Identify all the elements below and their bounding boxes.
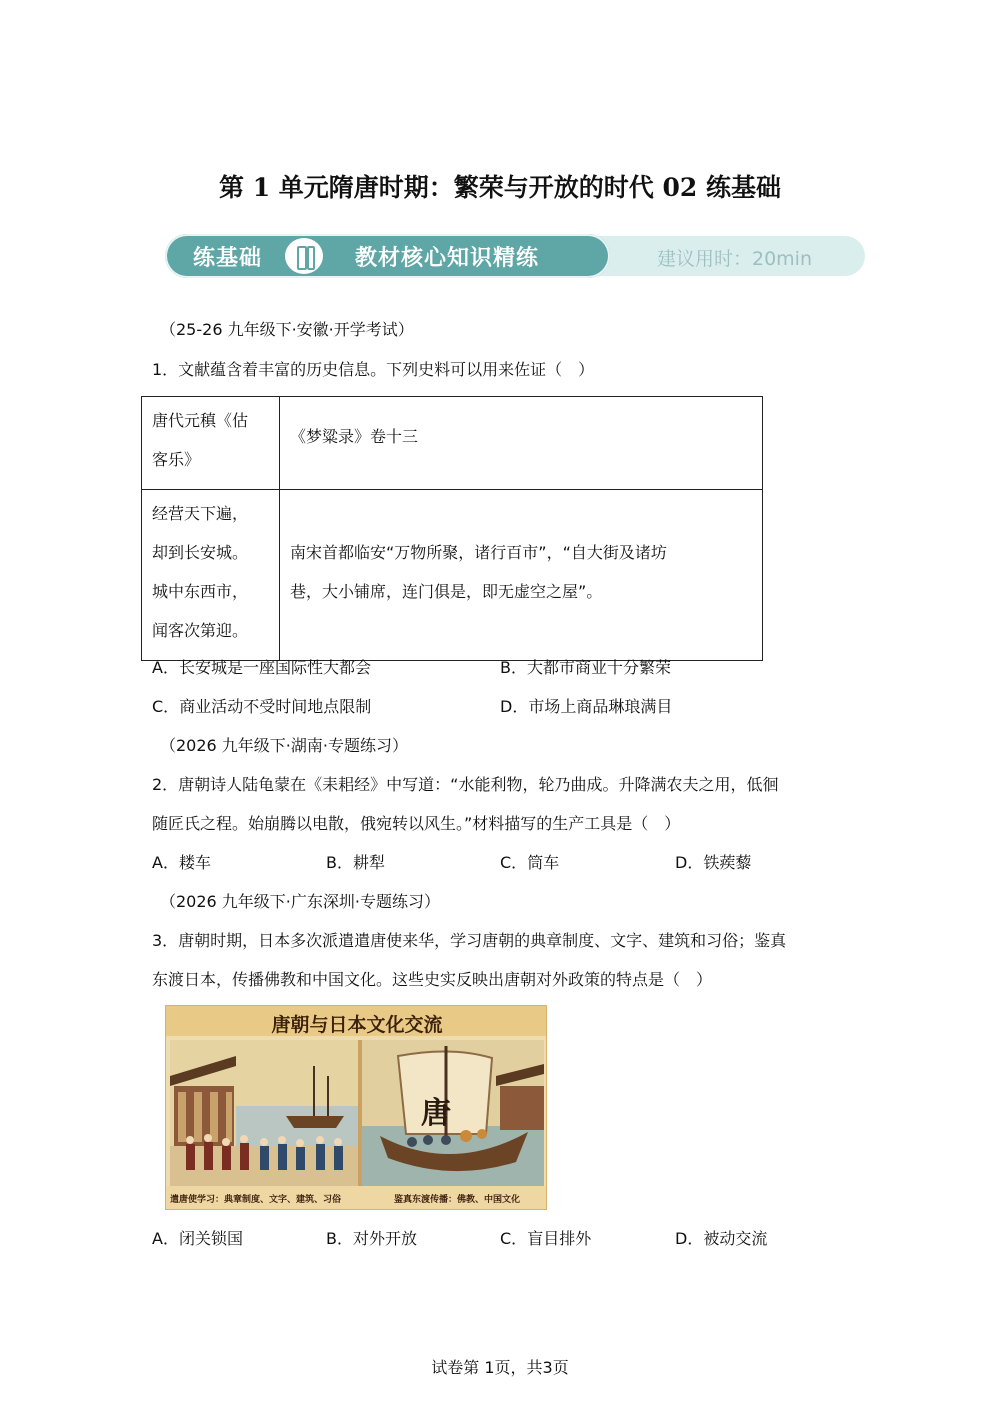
suggested-time-label: 建议用时：20min — [657, 248, 813, 270]
page-title: 第 1 单元隋唐时期：繁荣与开放的时代 02 练基础 — [218, 173, 781, 202]
option-c[interactable]: C．商业活动不受时间地点限制 — [152, 697, 372, 716]
question-source: （2026 九年级下·湖南·专题练习） — [160, 736, 408, 755]
page-footer: 试卷第 1页，共3页 — [431, 1358, 569, 1377]
option-b[interactable]: B．对外开放 — [326, 1229, 417, 1248]
question-stem: 3．唐朝时期，日本多次派遣遣唐使来华，学习唐朝的典章制度、文字、建筑和习俗；鉴真 — [152, 931, 787, 950]
question-stem: 随匠氏之程。始崩腾以电散，俄宛转以风生。”材料描写的生产工具是（ ） — [152, 814, 681, 833]
table-cell-line: 南宋首都临安“万物所聚，诸行百市”，“自大街及诸坊 — [290, 543, 667, 562]
table-body-cell — [280, 490, 763, 661]
table-header-cell — [142, 397, 280, 490]
sail-character: 唐 — [421, 1096, 451, 1131]
option-b[interactable]: B．大都市商业十分繁荣 — [500, 658, 671, 677]
table-cell-line: 巷，大小铺席，连门俱是，即无虚空之屋”。 — [290, 582, 603, 601]
illustration-caption-left: 遣唐使学习：典章制度、文字、建筑、习俗 — [170, 1195, 342, 1205]
table-cell-line: 客乐》 — [152, 450, 201, 469]
option-a[interactable]: A．耧车 — [152, 853, 211, 872]
table-cell-line: 《梦粱录》卷十三 — [290, 427, 419, 446]
illustration-caption-right: 鉴真东渡传播：佛教、中国文化 — [394, 1195, 521, 1205]
question-source: （2026 九年级下·广东深圳·专题练习） — [160, 892, 440, 911]
option-d[interactable]: D．被动交流 — [675, 1229, 768, 1248]
book-icon — [283, 236, 325, 276]
table-row — [142, 490, 763, 661]
table-row — [142, 397, 763, 490]
illustration-tang-japan-exchange — [165, 1005, 547, 1210]
section-banner — [165, 234, 865, 278]
question-source: （25-26 九年级下·安徽·开学考试） — [160, 320, 414, 339]
option-c[interactable]: C．筒车 — [500, 853, 560, 872]
table-cell-line: 唐代元稹《估 — [152, 411, 249, 430]
question-stem: 1．文献蕴含着丰富的历史信息。下列史料可以用来佐证（ ） — [152, 360, 595, 379]
option-d[interactable]: D．市场上商品琳琅满目 — [500, 697, 673, 716]
banner-left-label: 练基础 — [193, 246, 263, 271]
table-cell-line: 城中东西市， — [152, 582, 249, 601]
banner-right-label: 教材核心知识精练 — [355, 246, 540, 271]
option-c[interactable]: C．盲目排外 — [500, 1229, 592, 1248]
source-table — [141, 396, 763, 661]
option-d[interactable]: D．铁蒺藜 — [675, 853, 752, 872]
question-stem: 东渡日本，传播佛教和中国文化。这些史实反映出唐朝对外政策的特点是（ ） — [152, 970, 713, 989]
question-stem: 2．唐朝诗人陆龟蒙在《耒耜经》中写道：“水能利物，轮乃曲成。升降满农夫之用，低徊 — [152, 775, 779, 794]
table-header-cell — [280, 397, 763, 490]
table-cell-line: 经营天下遍， — [152, 504, 249, 523]
table-body-cell — [142, 490, 280, 661]
table-cell-line: 闻客次第迎。 — [152, 621, 249, 640]
option-b[interactable]: B．耕犁 — [326, 853, 385, 872]
table-cell-line: 却到长安城。 — [152, 543, 249, 562]
option-a[interactable]: A．闭关锁国 — [152, 1229, 243, 1248]
option-a[interactable]: A．长安城是一座国际性大都会 — [152, 658, 371, 677]
illustration-title: 唐朝与日本文化交流 — [271, 1014, 443, 1036]
banner-label-pill — [165, 234, 610, 278]
